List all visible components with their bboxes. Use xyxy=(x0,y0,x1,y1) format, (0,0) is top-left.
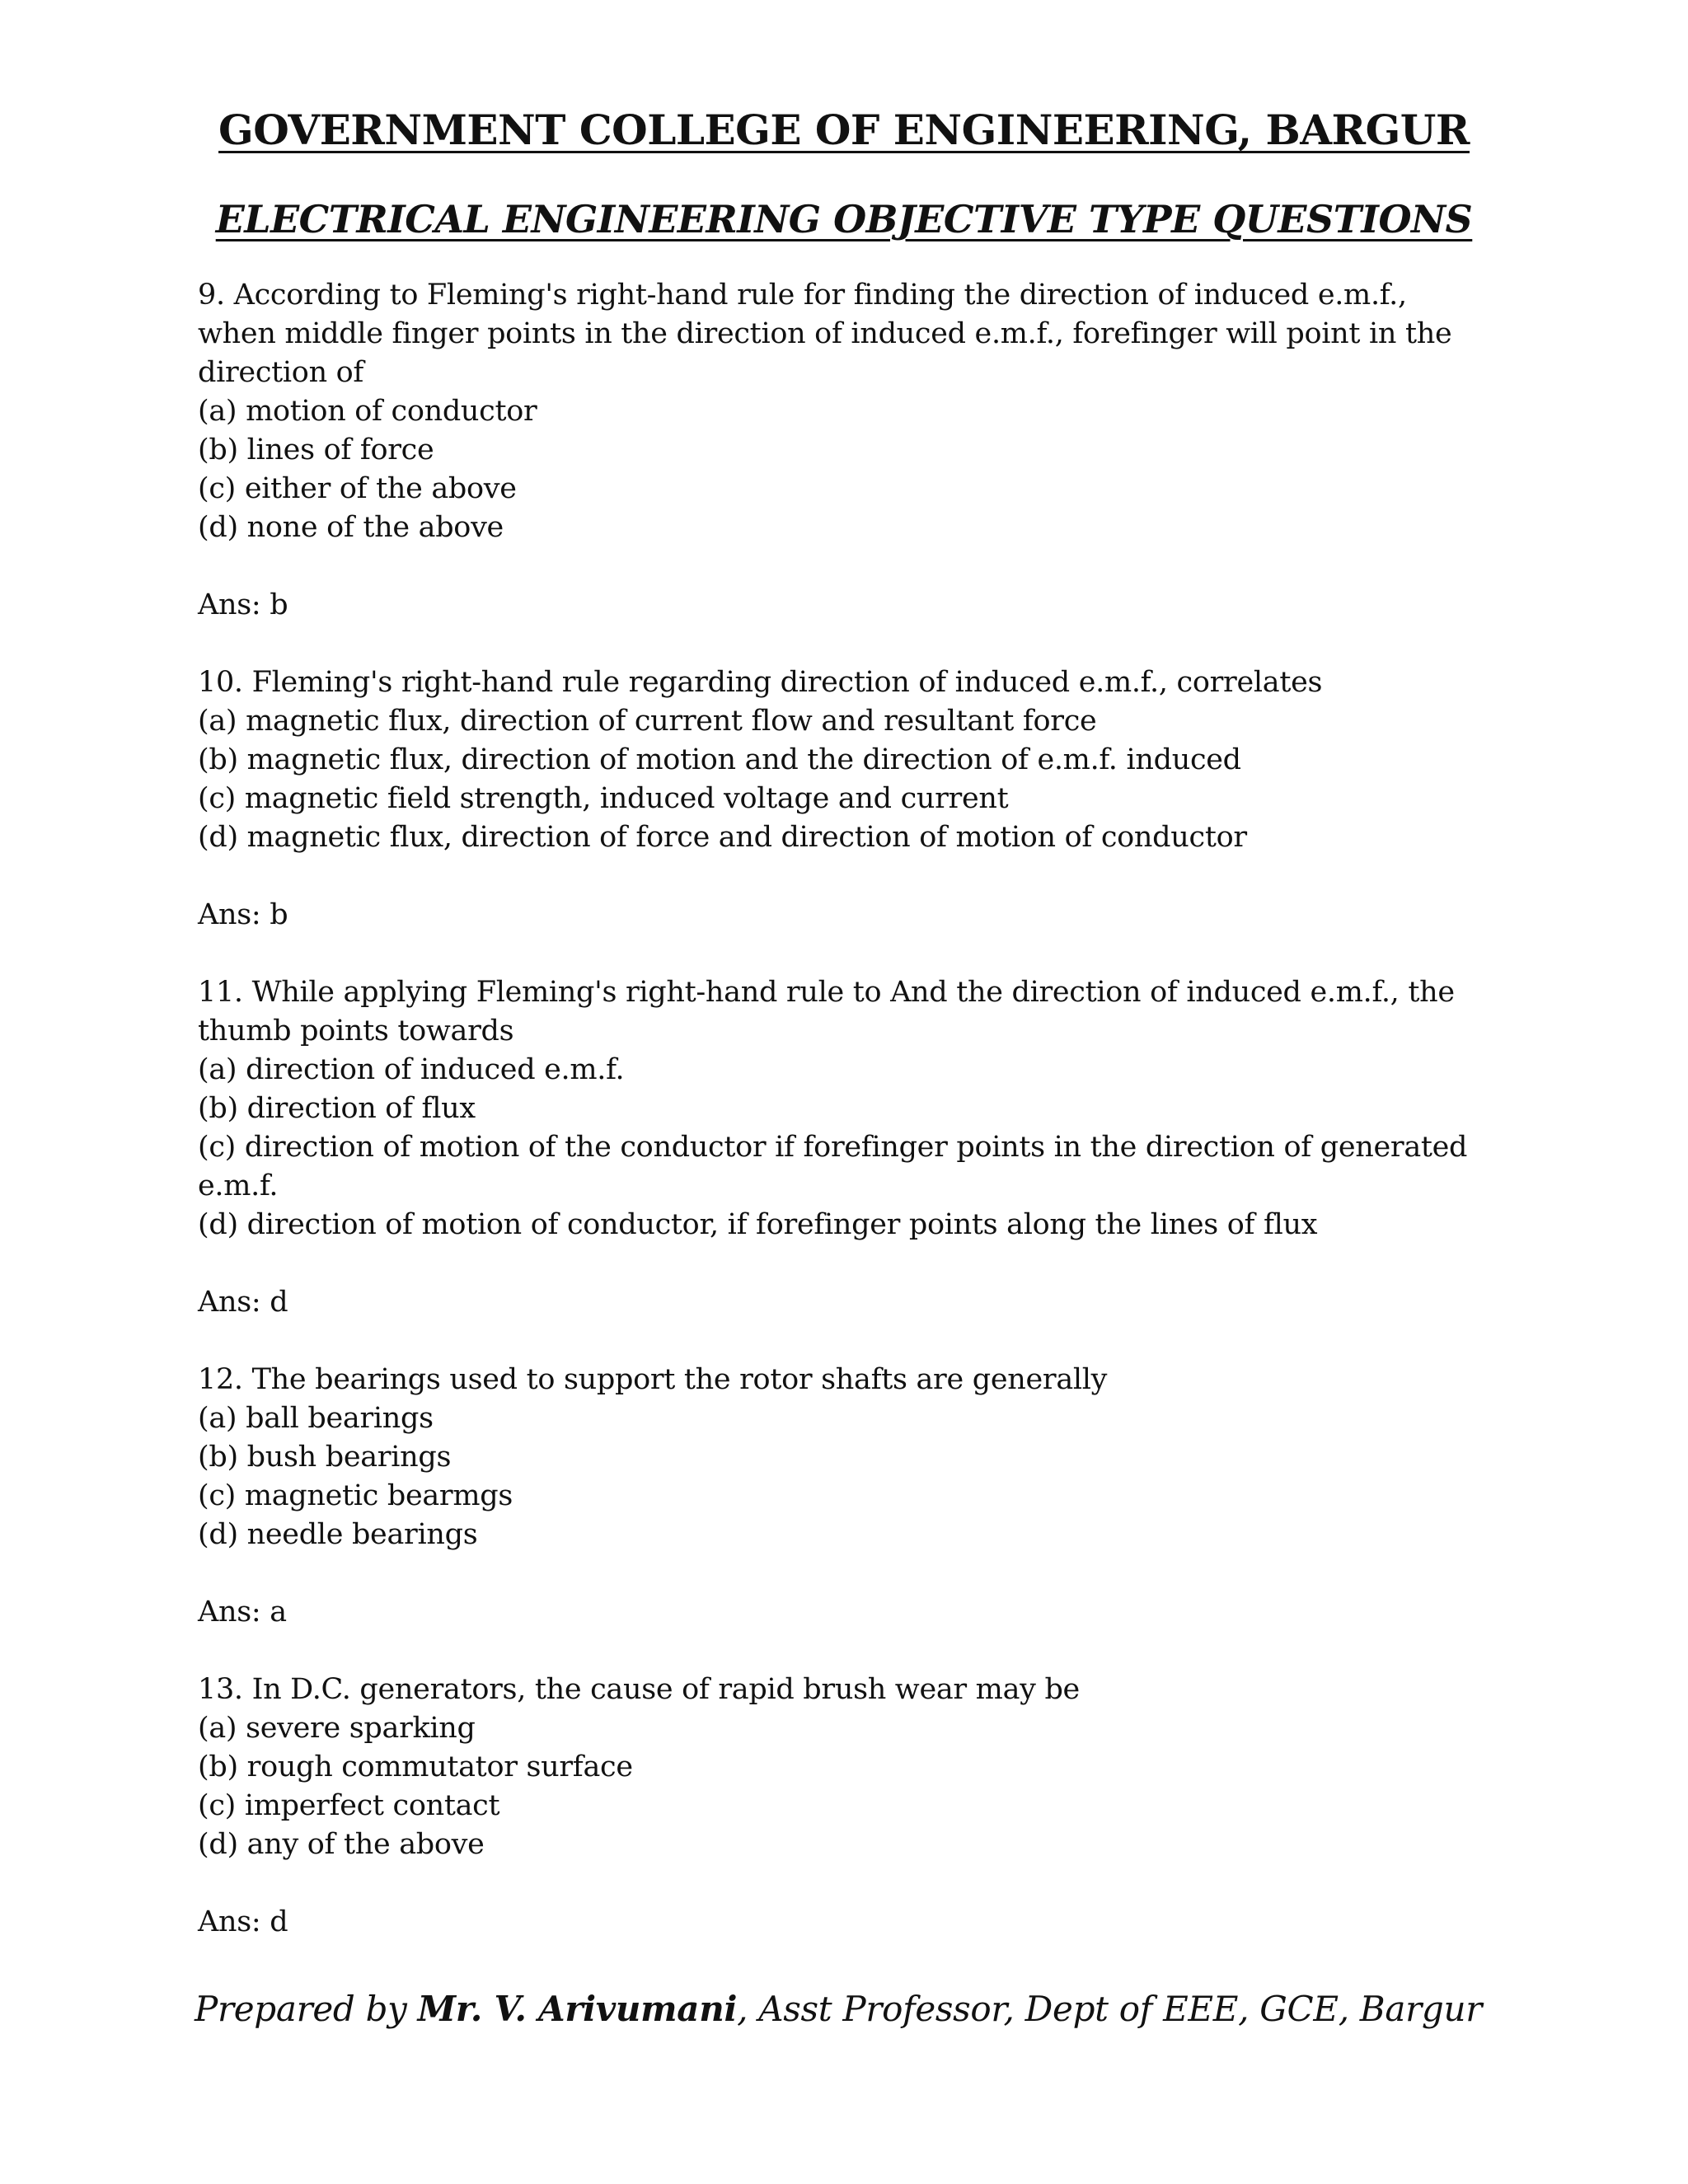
prepared-by-footer xyxy=(0,1985,1482,2034)
question-stem: 9. According to Fleming's right-hand rule for finding the direction of induced e.m.f., when middle finger points in the direction of induced e.m.f., forefinger will point in the direction of xyxy=(198,279,1452,389)
document-subtitle-text: ELECTRICAL ENGINEERING OBJECTIVE TYPE QUESTIONS xyxy=(215,197,1473,241)
option-b: (b) direction of flux xyxy=(198,1092,476,1125)
institution-title-text: GOVERNMENT COLLEGE OF ENGINEERING, BARGUR xyxy=(218,105,1470,154)
option-c: (c) magnetic bearmgs xyxy=(198,1479,513,1512)
question-11 xyxy=(198,973,1484,1322)
question-9 xyxy=(198,276,1484,625)
option-d: (d) any of the above xyxy=(198,1828,485,1861)
option-d: (d) none of the above xyxy=(198,511,504,544)
option-a: (a) magnetic flux, direction of current flow and resultant force xyxy=(198,705,1097,738)
answer-key: Ans: a xyxy=(198,1596,287,1629)
option-b: (b) lines of force xyxy=(198,434,434,466)
question-list xyxy=(198,276,1484,1980)
option-a: (a) severe sparking xyxy=(198,1712,476,1745)
option-a: (a) motion of conductor xyxy=(198,395,537,428)
document-subtitle xyxy=(0,186,1688,252)
question-12 xyxy=(198,1361,1484,1632)
option-d: (d) magnetic flux, direction of force and direction of motion of conductor xyxy=(198,821,1247,854)
option-b: (b) bush bearings xyxy=(198,1441,452,1474)
option-d: (d) direction of motion of conductor, if forefinger points along the lines of flux xyxy=(198,1208,1318,1241)
option-c: (c) imperfect contact xyxy=(198,1789,500,1822)
institution-title xyxy=(0,97,1688,163)
answer-key: Ans: d xyxy=(198,1905,288,1938)
option-a: (a) direction of induced e.m.f. xyxy=(198,1053,625,1086)
answer-key: Ans: b xyxy=(198,898,288,931)
option-c: (c) magnetic field strength, induced voltage and current xyxy=(198,782,1009,815)
answer-key: Ans: b xyxy=(198,588,288,621)
question-10 xyxy=(198,663,1484,935)
option-d: (d) needle bearings xyxy=(198,1518,478,1551)
question-stem: 13. In D.C. generators, the cause of rapid brush wear may be xyxy=(198,1673,1080,1706)
option-a: (a) ball bearings xyxy=(198,1402,434,1435)
option-c: (c) either of the above xyxy=(198,472,517,505)
answer-key: Ans: d xyxy=(198,1286,288,1319)
question-stem: 11. While applying Fleming's right-hand rule to And the direction of induced e.m.f., the thumb points towards xyxy=(198,976,1455,1047)
author-name: Mr. V. Arivumani xyxy=(417,1989,738,2029)
option-c: (c) direction of motion of the conductor if forefinger points in the direction of generated e.m.f. xyxy=(198,1131,1468,1202)
footer-prefix: Prepared by xyxy=(194,1989,418,2029)
question-stem: 12. The bearings used to support the rotor shafts are generally xyxy=(198,1363,1108,1396)
footer-suffix: , Asst Professor, Dept of EEE, GCE, Bargur xyxy=(737,1989,1482,2029)
question-13 xyxy=(198,1671,1484,1942)
question-stem: 10. Fleming's right-hand rule regarding direction of induced e.m.f., correlates xyxy=(198,666,1323,699)
option-b: (b) magnetic flux, direction of motion and the direction of e.m.f. induced xyxy=(198,743,1241,776)
option-b: (b) rough commutator surface xyxy=(198,1750,633,1783)
